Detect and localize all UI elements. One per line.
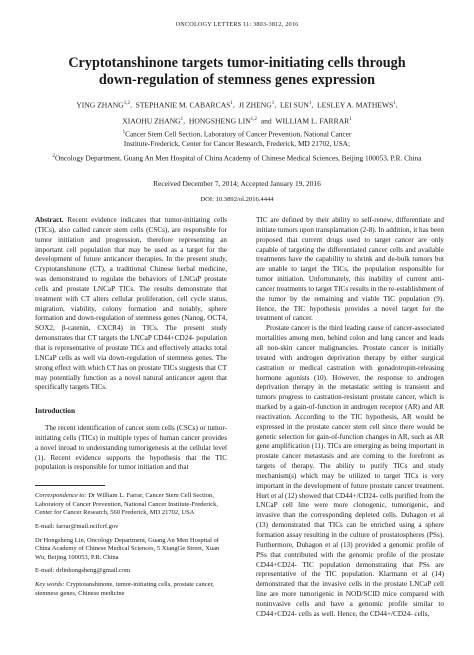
right-column [256,216,444,620]
author-line-2: XIAOHU ZHANG$^1$, HONGSHENG LIN$^{1,2}$ and WILLIAM L. FARRAR$^1$ [122,116,352,126]
author: LEI SUN [279,100,309,110]
correspondence-text: Dr William L. Farrar, Cancer Stem Cell Section, Laboratory of Cancer Prevention, National Cancer Institute-Frederick, Center for Cancer Research, 560 Frederick, MD 21702, USA [35,492,219,517]
author: XIAOHU ZHANG [122,116,181,126]
author-affil-sup: 1 [271,101,275,106]
correspondence-email-2: E-mail: drlinhongsheng@gmail.com [35,567,131,575]
abstract [35,216,227,393]
author-affil-sup: 1,2 [123,101,130,106]
key-words-label: Key words: [35,581,65,588]
correspondence-label: Correspondence to: [35,492,87,500]
author-affil-sup: 1 [349,116,352,122]
left-column [35,216,227,603]
correspondence-2: Dr Hongsheng Lin, Oncology Department, Guang An Men Hospital of China Academy of Chinese Medical Sciences, 5 XiangGe Street, Xuan Wu, Beijing 100053, P.R. China [35,536,220,561]
affiliation-sup: 2 [52,154,55,159]
author-affil-sup: 1 [308,101,312,106]
affiliation-text: Institute-Frederick, Center for Cancer Research, Frederick, MD 21702, USA; [123,138,351,148]
title-line-2: down-regulation of stemness genes expression [98,72,376,88]
doi: DOI: 10.3892/ol.2016.4444 [200,196,274,203]
author-list [40,97,434,128]
author-affil-sup: 1,2 [250,116,257,122]
body-paragraph-1: TIC are defined by their ability to self-renew, differentiate and initiate tumors upon transplantation (2-8). In addition, it has been proposed that current drugs used to target cancer are only capable of targeting the differentiated cancer cells and available treatments have the capability to shrink and de-bulk tumors but are unable to target the TICs, the population responsible for tumor initiation. Unfortunately, this inability of current anti-cancer treatments to target TICs results in the re-establishment of the tumor by the remaining and viable TIC population (9). Hence, the TIC hypothesis provides a novel target for the treatment of cancer. [256,216,444,323]
affiliation-text: Cancer Stem Cell Section, Laboratory of Cancer Prevention, National Cancer [125,129,352,139]
abstract-label: Abstract. [35,216,64,224]
body-paragraph-2: Prostate cancer is the third leading cause of cancer-associated mortalities among men, behind colon and lung cancer and leads all non-skin cancer malignancies. Prostate cancer is initially treated with androgen deprivation therapy by either surgical castration or medical castration with gonadotropin-releasing hormone agonists (10). However, the response to androgen deprivation therapy in the metastatic setting is transient and tumors progress to castration-resistant prostate cancer, which is marked by a gain-of-function in androgen receptor (AR) and AR reactivation. According to the TIC hypothesis, AR would be expressed in the prostate cancer stem cell since there would be genetic selection for gain-of-function changes in AR, such as AR gene amplification (11). TICs are emerging as being important in prostate cancer metastasis and are coming to the forefront as targets of therapy. The ability to purify TICs and study mechanism(s) which may be utilized to target TICs is very important in the development of future prostate cancer treatment. Hurt et al (12) showed that CD44+/CD24- cells purified from the LNCaP cell line were more clonogenic, tumorigenic, and invasive than the corresponding depleted cells. Duhagon et al (13) demonstrated that TICs can be enriched using a sphere formation assay resulting in the culture of prostatospheres (PSs). Furthermore, Duhagon et al (13) provided a genomic profile of PSs that contributed with the genomic profile of the prostate CD44+CD24- TIC population demonstrating that PSs are representative of the TIC population. Klarmann et al (14) demonstrated that the invasive cells in the prostate LNCaP cell line are more tumorigenic in NOD/SCID mice compared with noninvasive cells and have a genomic profile similar to CD44+CD24- cells as well. Hence, the CD44+/CD24- cells, [256,324,444,618]
author: STEPHANIE M. CABARCAS [135,100,231,110]
author-affil-sup: 1 [393,101,396,106]
section-heading-introduction: Introduction [35,406,76,416]
correspondence-1 [35,492,227,518]
affiliation-text: Oncology Department, Guang An Men Hospital of China Academy of Chinese Medical Sciences, Beijing 100053, P.R. China [54,153,422,163]
author: LESLEY A. MATHEWS [317,100,394,110]
author-affil-sup: 1 [230,101,233,106]
title-line-1: Cryptotanshinone targets tumor-initiating cells through [68,55,406,71]
affiliation-2 [40,152,434,163]
running-head: ONCOLOGY LETTERS 11: 3803-3812, 2016 [175,21,299,28]
author: WILLIAM L. FARRAR [275,116,350,126]
key-words-text: Cryptotanshinone, tumor-initiating cells, prostate cancer, stemness genes, Chinese medicine [35,581,214,597]
affiliation-1 [40,128,434,148]
footnote-rule [35,485,105,486]
abstract-text: Recent evidence indicates that tumor-initiating cells (TICs), also called cancer stem cells (CSCs), are responsible for tumor initiation and progression, therefore representing an important cell population that may be used as a target for the development of future anticancer therapies. In the present study, Cryptotanshinone (CT), a traditional Chinese herbal medicine, was demonstrated to regulate the behaviors of LNCaP prostate cells and prostate LNCaP TICs. The results demonstrate that treatment with CT alters cellular proliferation, cell cycle status, migration, viability, colony formation and notably, sphere formation and down-regulation of stemness genes (Nanog, OCT4, SOX2, β-catenin, CXCR4) in TICs. The present study demonstrates that CT targets the LNCaP CD44+CD24- population that is representative of prostate TICs and effectively attacks total LNCaP cells as well via down-regulation of stemness genes. The strong effect with which CT has on prostate TICs suggests that CT may potentially function as a novel natural anticancer agent that specifically targets TICs. [35,216,227,392]
author: YING ZHANG [76,100,124,110]
correspondence-note [35,492,227,598]
affiliation-sup: 1 [122,130,126,135]
author-line-1: YING ZHANG$^{1,2}$, STEPHANIE M. CABARCAS$^1$, JI ZHENG$^1$, LEI SUN$^1$, LESLEY A. MATHEWS$^1$, [76,100,398,110]
author-affil-sup: 1 [180,116,184,122]
introduction-paragraph: The recent identification of cancer stem cells (CSCs) or tumor-initiating cells (TICs) in multiple types of human cancer provides a novel inroad to understanding tumorigenesis at the cellular level (1). Recent evidence supports the hypothesis that the TIC population is responsible for tumor initiation and that [35,424,227,472]
correspondence-email-1: E-mail: farrar@mail.ncifcrf.gov [35,523,119,531]
key-words [35,581,227,598]
author: HONGSHENG LIN [188,116,251,126]
author: JI ZHENG [238,100,272,110]
received-accepted-dates: Received December 7, 2014; Accepted January 19, 2016 [153,179,321,188]
article-title [40,55,434,89]
